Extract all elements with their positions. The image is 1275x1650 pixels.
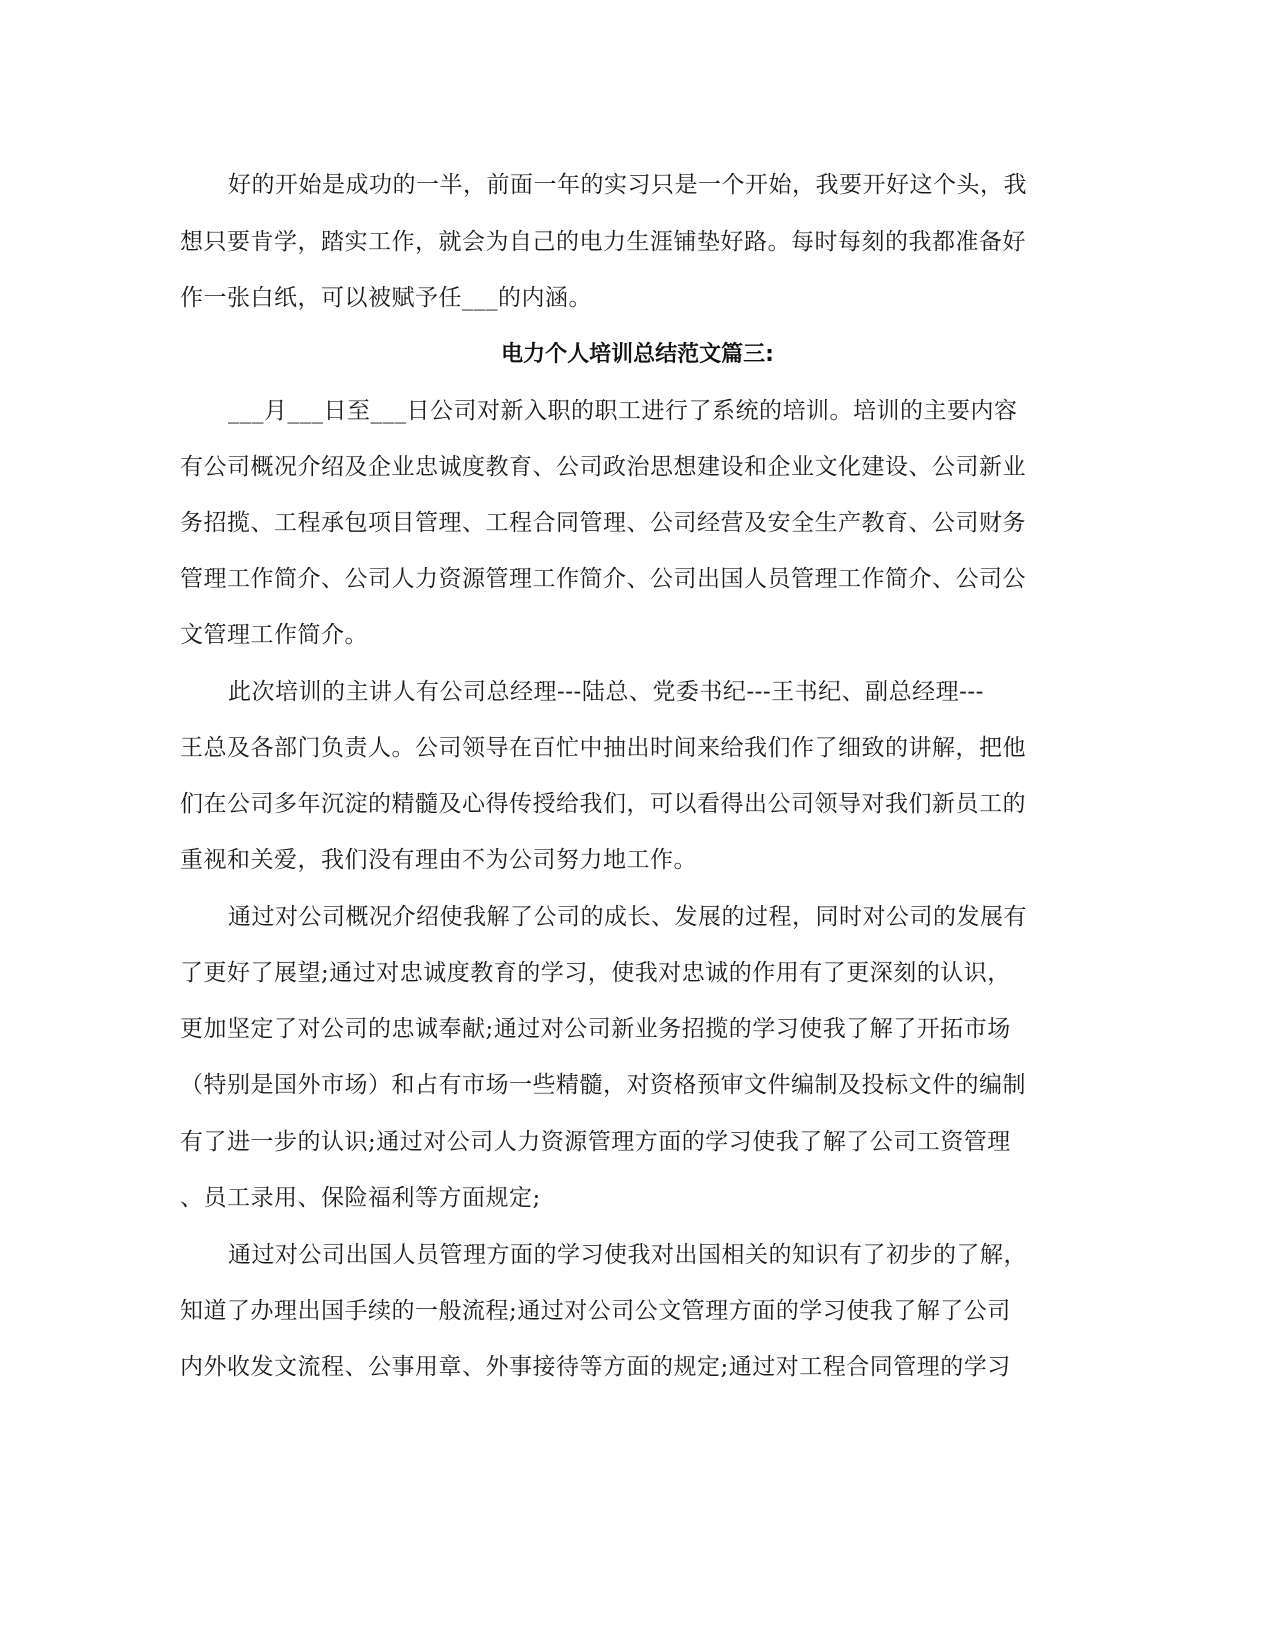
- paragraph-4-line-4: （特别是国外市场）和占有市场一些精髓，对资格预审文件编制及投标文件的编制: [180, 1072, 1026, 1098]
- paragraph-3-line-2: 王总及各部门负责人。公司领导在百忙中抽出时间来给我们作了细致的讲解，把他: [180, 735, 1026, 761]
- paragraph-3-line-3: 们在公司多年沉淀的精髓及心得传授给我们，可以看得出公司领导对我们新员工的: [180, 791, 1026, 817]
- paragraph-5-line-2: 知道了办理出国手续的一般流程;通过对公司公文管理方面的学习使我了解了公司: [180, 1298, 1011, 1324]
- paragraph-3-line-4: 重视和关爱，我们没有理由不为公司努力地工作。: [180, 847, 697, 873]
- paragraph-4-line-3: 更加坚定了对公司的忠诚奉献;通过对公司新业务招揽的学习使我了解了开拓市场: [180, 1016, 1011, 1042]
- section-heading: 电力个人培训总结范文篇三:: [501, 342, 774, 367]
- paragraph-2-line-5: 文管理工作简介。: [180, 622, 368, 648]
- paragraph-4-line-6: 、员工录用、保险福利等方面规定;: [180, 1185, 541, 1211]
- paragraph-1-line-2: 想只要肯学，踏实工作，就会为自己的电力生涯铺垫好路。每时每刻的我都准备好: [180, 229, 1026, 255]
- paragraph-2-line-4: 管理工作简介、公司人力资源管理工作简介、公司出国人员管理工作简介、公司公: [180, 566, 1026, 592]
- paragraph-1-line-3: 作一张白纸，可以被赋予任___的内涵。: [180, 285, 592, 311]
- paragraph-2-line-1: ___月___日至___日公司对新入职的职工进行了系统的培训。培训的主要内容: [228, 398, 1018, 424]
- paragraph-4-line-5: 有了进一步的认识;通过对公司人力资源管理方面的学习使我了解了公司工资管理: [180, 1129, 1011, 1155]
- paragraph-2-line-2: 有公司概况介绍及企业忠诚度教育、公司政治思想建设和企业文化建设、公司新业: [180, 454, 1026, 480]
- paragraph-1-line-1: 好的开始是成功的一半，前面一年的实习只是一个开始，我要开好这个头，我: [228, 172, 1027, 198]
- paragraph-3-line-1: 此次培训的主讲人有公司总经理---陆总、党委书纪---王书纪、副总经理---: [228, 679, 984, 705]
- paragraph-5-line-1: 通过对公司出国人员管理方面的学习使我对出国相关的知识有了初步的了解，: [228, 1242, 1027, 1268]
- paragraph-2-line-3: 务招揽、工程承包项目管理、工程合同管理、公司经营及安全生产教育、公司财务: [180, 510, 1026, 536]
- paragraph-4-line-2: 了更好了展望;通过对忠诚度教育的学习，使我对忠诚的作用有了更深刻的认识，: [180, 960, 1011, 986]
- paragraph-5-line-3: 内外收发文流程、公事用章、外事接待等方面的规定;通过对工程合同管理的学习: [180, 1354, 1011, 1380]
- paragraph-4-line-1: 通过对公司概况介绍使我解了公司的成长、发展的过程，同时对公司的发展有: [228, 904, 1027, 930]
